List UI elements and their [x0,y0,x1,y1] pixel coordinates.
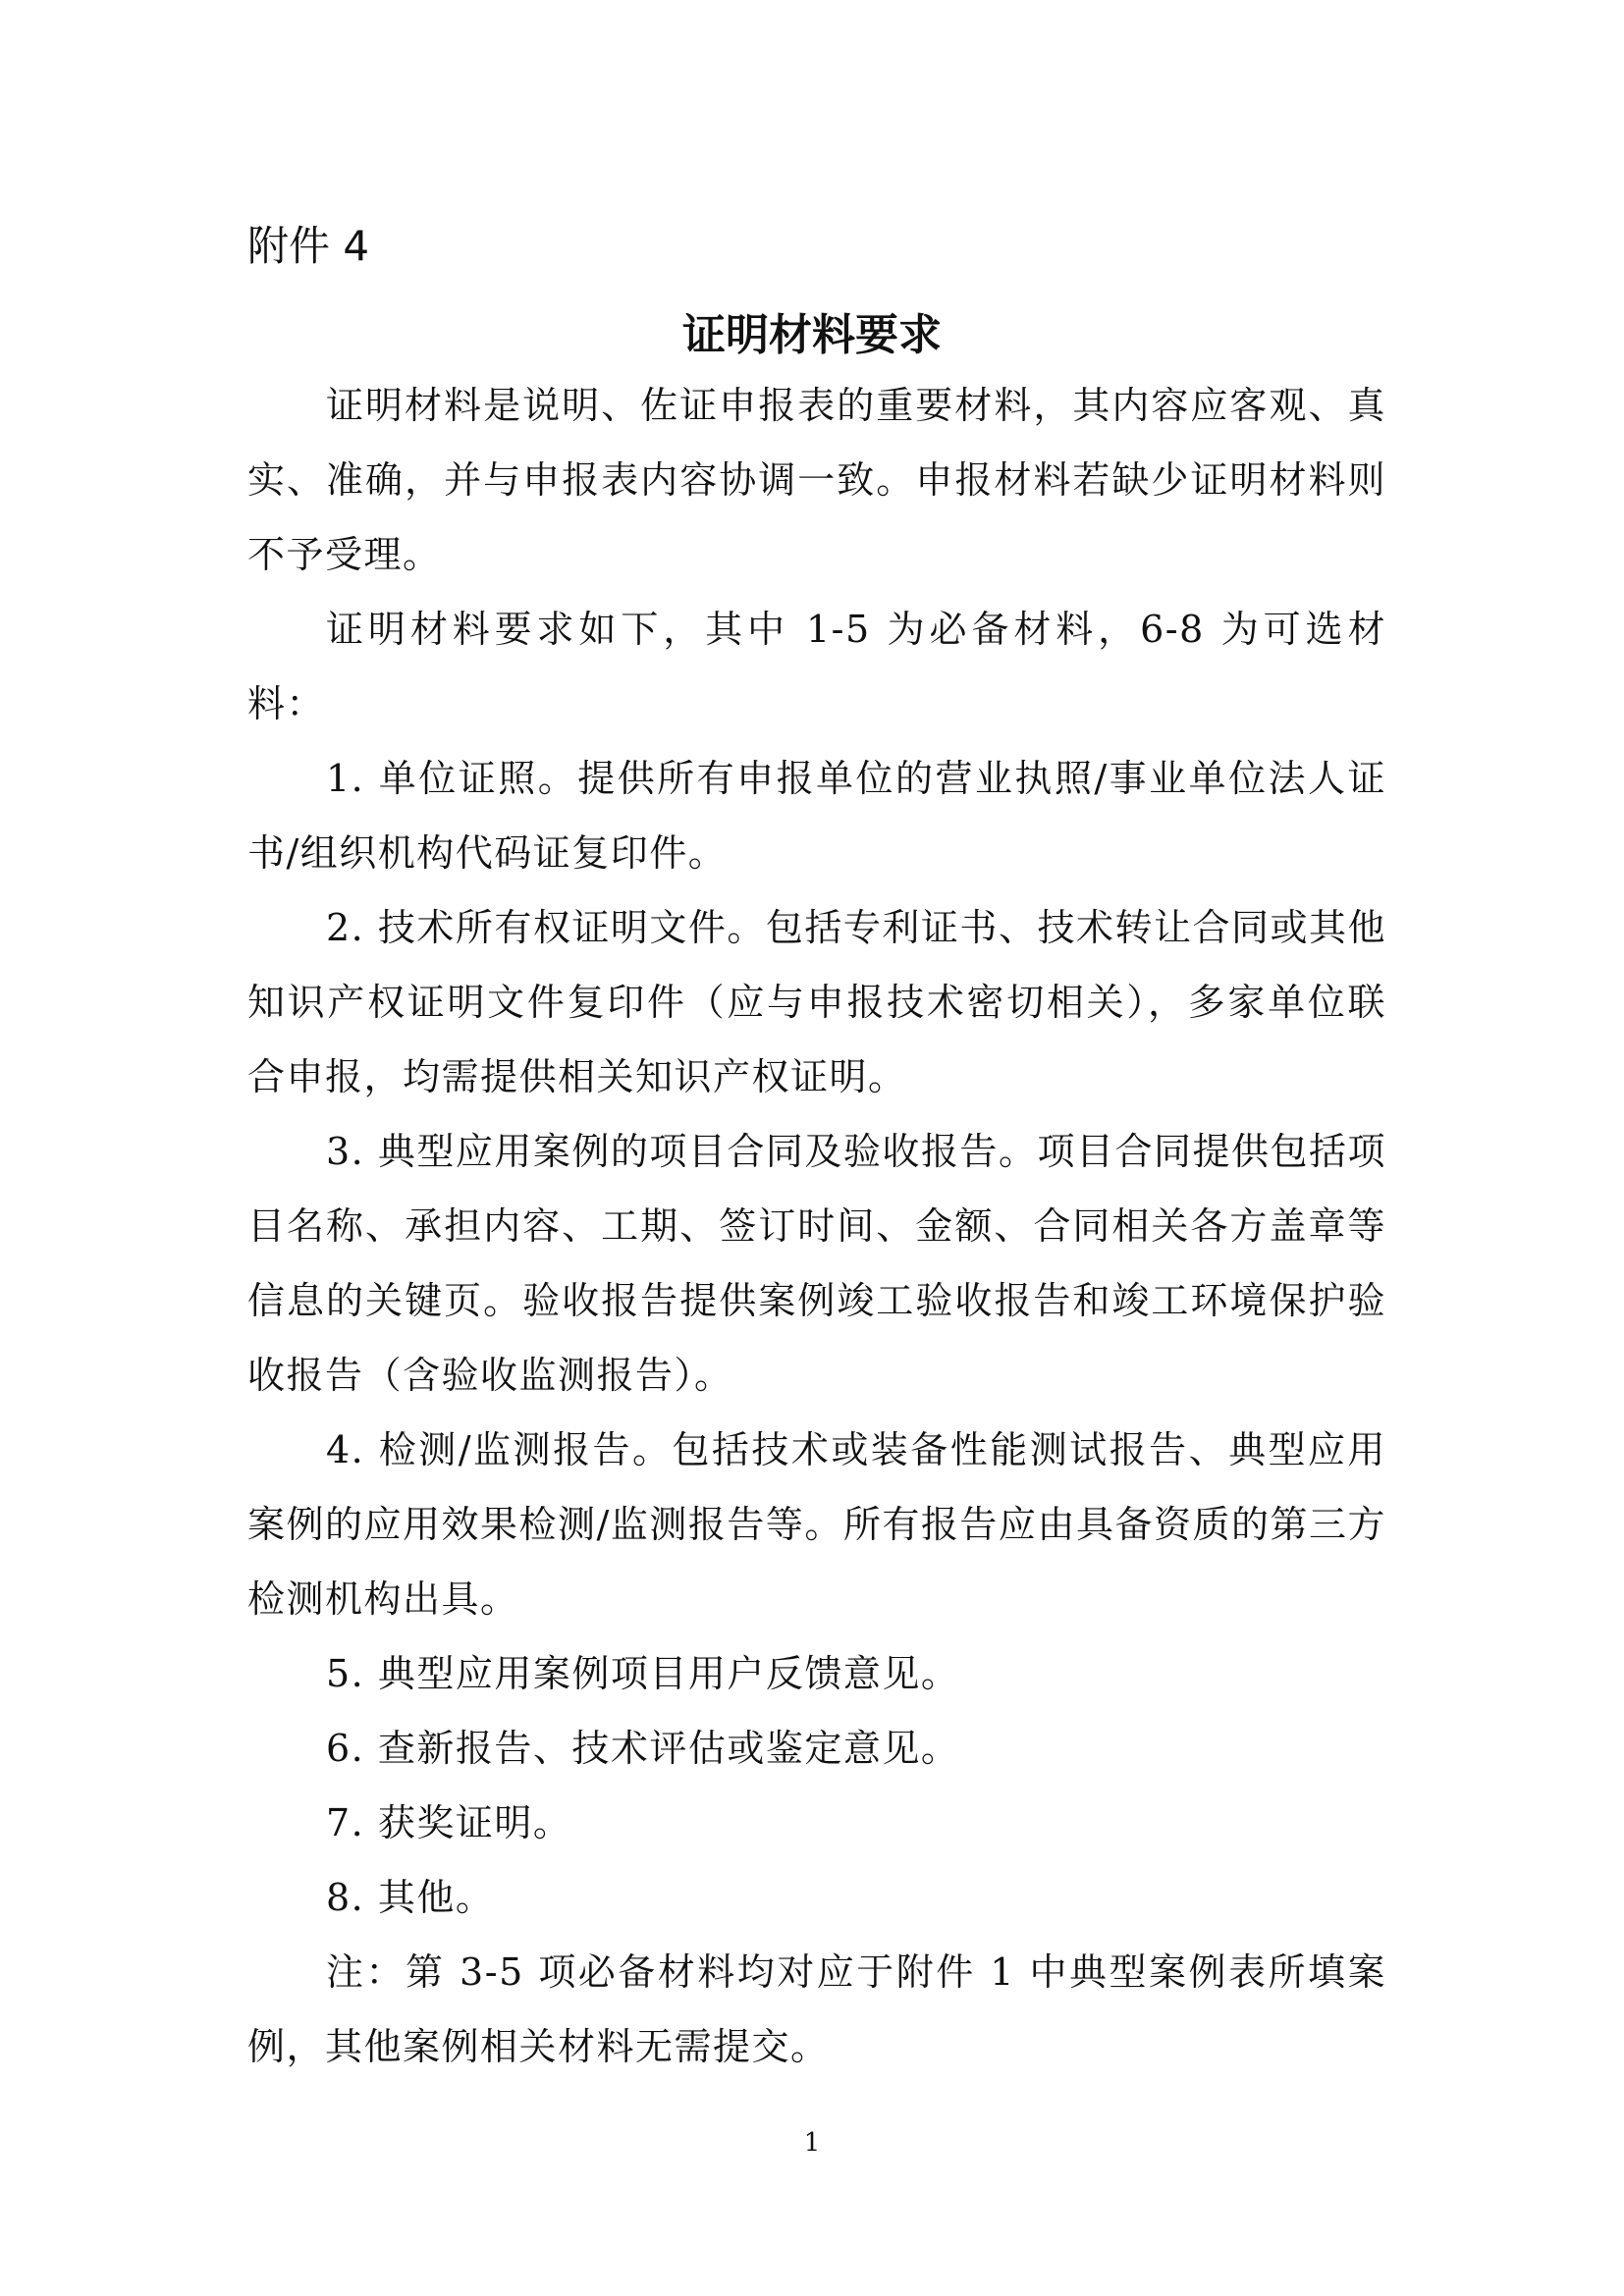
attachment-label: 附件 4 [247,222,370,270]
item-4: 4. 检测/监测报告。包括技术或装备性能测试报告、典型应用案例的应用效果检测/监测报告等。所有报告应由具备资质的第三方检测机构出具。 [247,1428,1386,1621]
page-number: 1 [803,2128,821,2158]
document-title: 证明材料要求 [682,310,942,360]
item-2: 2. 技术所有权证明文件。包括专利证书、技术转让合同或其他知识产权证明文件复印件（应与申报技术密切相关），多家单位联合申报，均需提供相关知识产权证明。 [247,906,1386,1098]
item-6: 6. 查新报告、技术评估或鉴定意见。 [326,1727,960,1770]
item-3: 3. 典型应用案例的项目合同及验收报告。项目合同提供包括项目名称、承担内容、工期、签订时间、金额、合同相关各方盖章等信息的关键页。验收报告提供案例竣工验收报告和竣工环境保护验收报告（含验收监测报告）。 [247,1130,1386,1397]
item-1: 1. 单位证照。提供所有申报单位的营业执照/事业单位法人证书/组织机构代码证复印件。 [247,757,1386,875]
item-8: 8. 其他。 [326,1876,495,1919]
requirements-intro: 证明材料要求如下，其中 1-5 为必备材料，6-8 为可选材料： [247,608,1386,725]
note-paragraph: 注：第 3-5 项必备材料均对应于附件 1 中典型案例表所填案例，其他案例相关材料无需提交。 [247,1950,1386,2068]
item-7: 7. 获奖证明。 [326,1801,572,1844]
item-5: 5. 典型应用案例项目用户反馈意见。 [326,1652,960,1695]
intro-paragraph: 证明材料是说明、佐证申报表的重要材料，其内容应客观、真实、准确，并与申报表内容协调一致。申报材料若缺少证明材料则不予受理。 [247,384,1386,576]
document-body [247,368,1386,2084]
